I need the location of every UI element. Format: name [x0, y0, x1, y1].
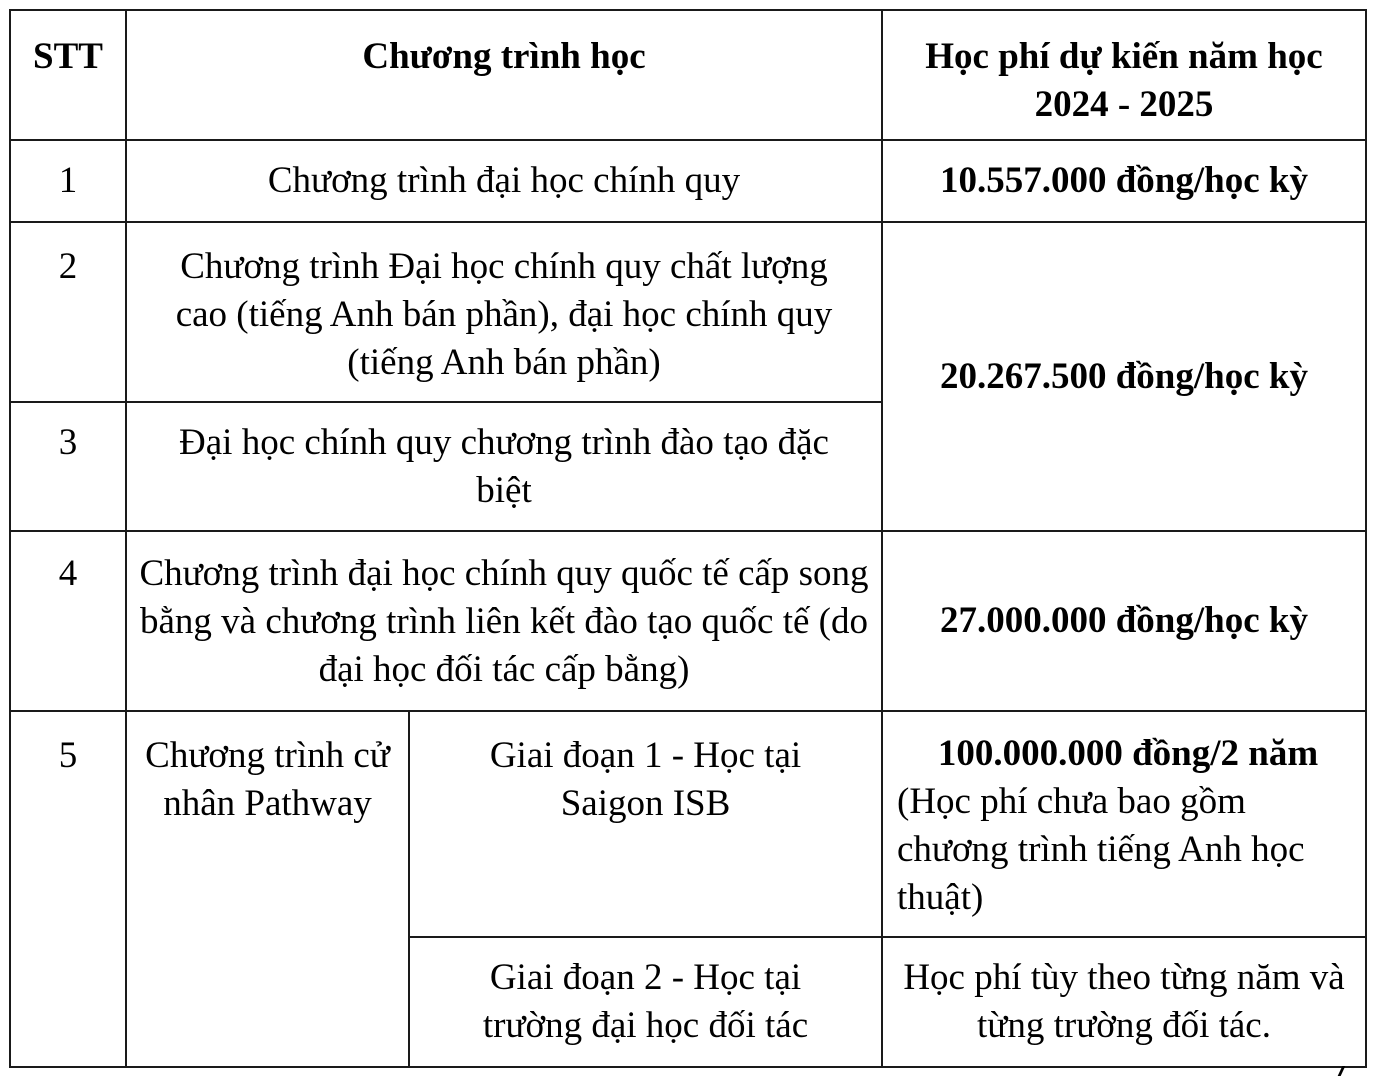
table-row [10, 531, 1366, 711]
row-program: Đại học chính quy chương trình đào tạo đặc biệt [126, 402, 882, 531]
header-program: Chương trình học [126, 10, 882, 140]
stage-fee-amount: 100.000.000 đồng/2 năm [937, 733, 1319, 774]
stage-fee [882, 711, 1366, 937]
stage-name: Giai đoạn 1 - Học tại Saigon ISB [409, 711, 882, 937]
stage-fee-note: Học phí tùy theo từng năm và từng trường đối tác. [882, 937, 1366, 1067]
header-fee-line1: Học phí dự kiến năm học [925, 36, 1323, 77]
row-stt: 1 [10, 140, 126, 222]
row-program: Chương trình Đại học chính quy chất lượng cao (tiếng Anh bán phần), đại học chính quy (tiếng Anh bán phần) [126, 222, 882, 402]
header-fee-line2: 2024 - 2025 [1034, 84, 1214, 125]
table-row [10, 711, 1366, 937]
row-program: Chương trình cử nhân Pathway [126, 711, 409, 1067]
row-stt: 3 [10, 402, 126, 531]
row-stt: 4 [10, 531, 126, 711]
stage-fee-note: (Học phí chưa bao gồm chương trình tiếng Anh học thuật) [897, 781, 1305, 918]
row-stt: 5 [10, 711, 126, 1067]
tuition-fee-table [9, 9, 1367, 1068]
table-header-row [10, 10, 1366, 140]
table-row [10, 140, 1366, 222]
header-fee [882, 10, 1366, 140]
row-stt: 2 [10, 222, 126, 402]
stage-name: Giai đoạn 2 - Học tại trường đại học đối tác [409, 937, 882, 1067]
row-program: Chương trình đại học chính quy [126, 140, 882, 222]
row-fee-merged: 20.267.500 đồng/học kỳ [882, 222, 1366, 531]
table-row [10, 222, 1366, 402]
row-fee: 27.000.000 đồng/học kỳ [882, 531, 1366, 711]
header-stt: STT [10, 10, 126, 140]
row-fee: 10.557.000 đồng/học kỳ [882, 140, 1366, 222]
row-program: Chương trình đại học chính quy quốc tế cấp song bằng và chương trình liên kết đào tạo quốc tế (do đại học đối tác cấp bằng) [126, 531, 882, 711]
